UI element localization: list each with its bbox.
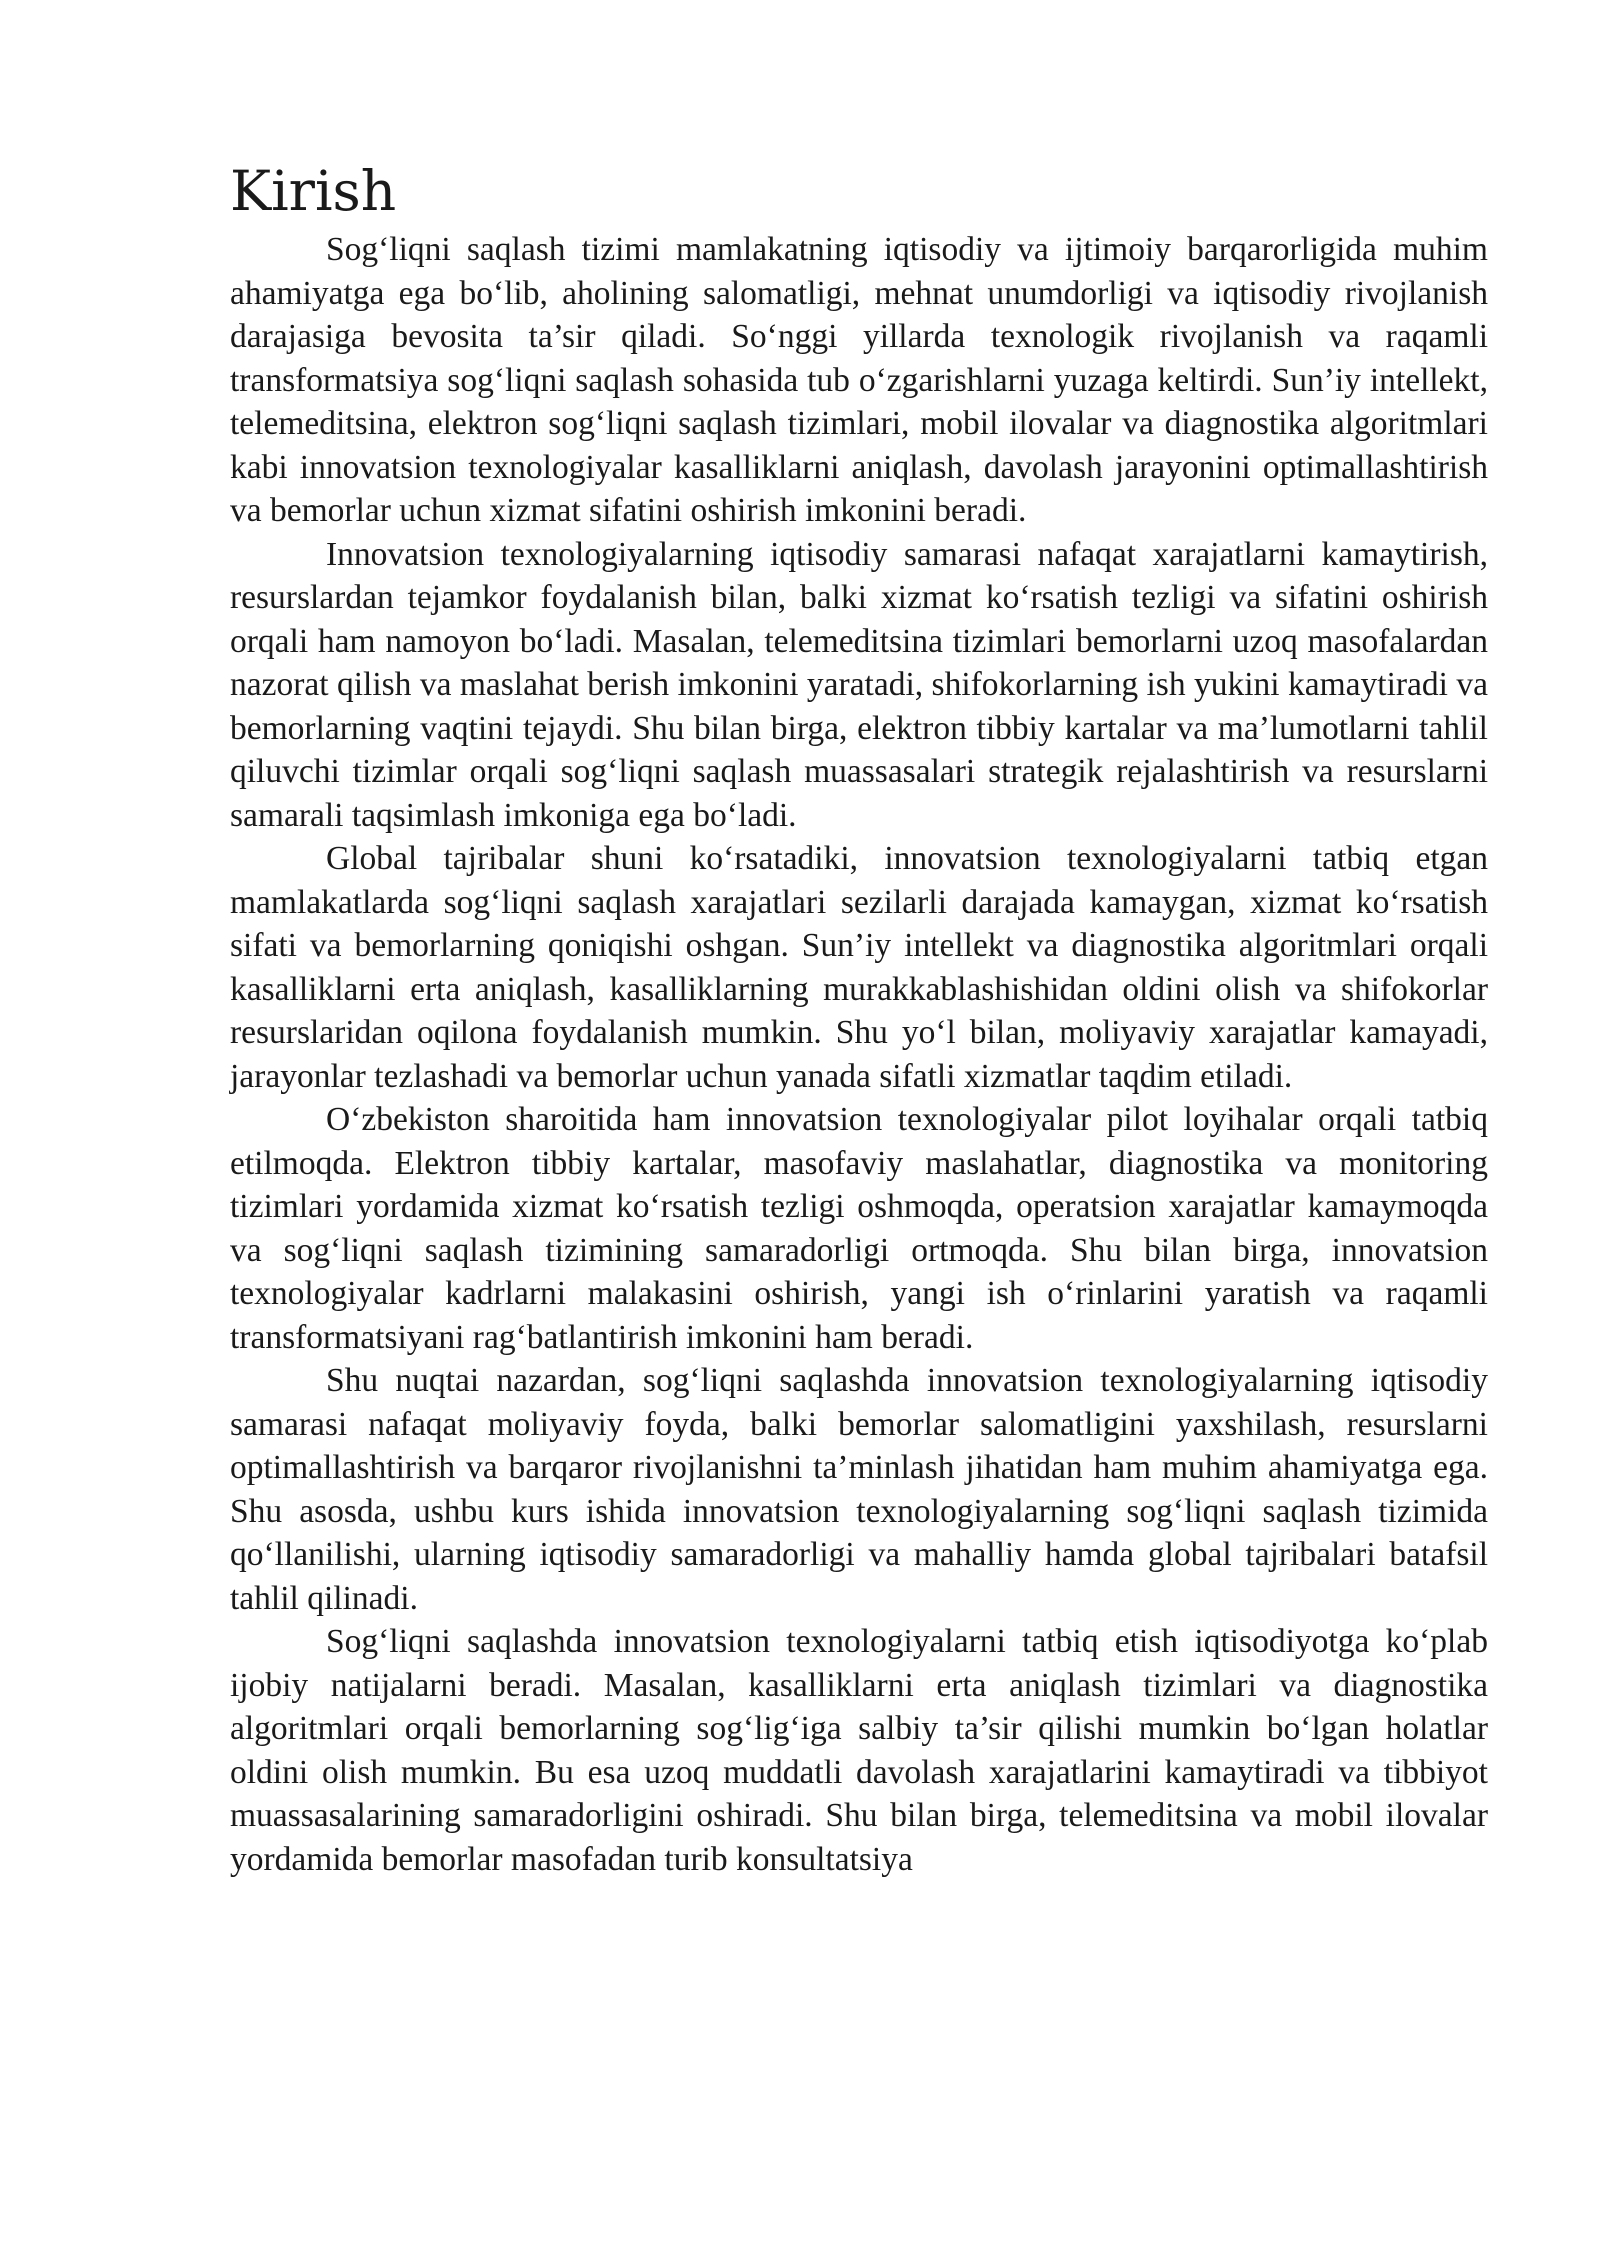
paragraph-5: Shu nuqtai nazardan, sog‘liqni saqlashda innovatsion texnologiyalarning iqtisodiy samarasi nafaqat moliyaviy foyda, balki bemorlar salomatligini yaxshilash, resurslarni optimallashtirish va barqaror rivojlanishni ta’minlash jihatidan ham muhim ahamiyatga ega. Shu asosda, ushbu kurs ishida innovatsion texnologiyalarning sog‘liqni saqlash tizimida qo‘llanilishi, ularning iqtisodiy samaradorligi va mahalliy hamda global tajribalari batafsil tahlil qilinadi.	[230, 1362, 1488, 1617]
section-heading: Kirish	[230, 159, 397, 223]
paragraph-6: Sog‘liqni saqlashda innovatsion texnologiyalarni tatbiq etish iqtisodiyotga ko‘plab ijobiy natijalarni beradi. Masalan, kasalliklarni erta aniqlash tizimlari va diagnostika algoritmlari orqali bemorlarning sog‘lig‘iga salbiy ta’sir qilishi mumkin bo‘lgan holatlar oldini olish mumkin. Bu esa uzoq muddatli davolash xarajatlarini kamaytiradi va tibbiyot muassasalarining samaradorligini oshiradi. Shu bilan birga, telemeditsina va mobil ilovalar yordamida bemorlar masofadan turib konsultatsiya	[230, 1623, 1488, 1878]
paragraph-3: Global tajribalar shuni ko‘rsatadiki, innovatsion texnologiyalarni tatbiq etgan mamlakatlarda sog‘liqni saqlash xarajatlari sezilarli darajada kamaygan, xizmat ko‘rsatish sifati va bemorlarning qoniqishi oshgan. Sun’iy intellekt va diagnostika algoritmlari orqali kasalliklarni erta aniqlash, kasalliklarning murakkablashishidan oldini olish va shifokorlar resurslaridan oqilona foydalanish mumkin. Shu yo‘l bilan, moliyaviy xarajatlar kamayadi, jarayonlar tezlashadi va bemorlar uchun yanada sifatli xizmatlar taqdim etiladi.	[230, 840, 1488, 1095]
paragraph-2: Innovatsion texnologiyalarning iqtisodiy samarasi nafaqat xarajatlarni kamaytirish, resurslardan tejamkor foydalanish bilan, balki xizmat ko‘rsatish tezligi va sifatini oshirish orqali ham namoyon bo‘ladi. Masalan, telemeditsina tizimlari bemorlarni uzoq masofalardan nazorat qilish va maslahat berish imkonini yaratadi, shifokorlarning ish yukini kamaytiradi va bemorlarning vaqtini tejaydi. Shu bilan birga, elektron tibbiy kartalar va ma’lumotlarni tahlil qiluvchi tizimlar orqali sog‘liqni saqlash muassasalari strategik rejalashtirish va resurslarni samarali taqsimlash imkoniga ega bo‘ladi.	[230, 535, 1488, 834]
page-content	[230, 158, 1488, 1881]
paragraph-1: Sog‘liqni saqlash tizimi mamlakatning iqtisodiy va ijtimoiy barqarorligida muhim ahamiyatga ega bo‘lib, aholining salomatligi, mehnat unumdorligi va iqtisodiy rivojlanish darajasiga bevosita ta’sir qiladi. So‘nggi yillarda texnologik rivojlanish va raqamli transformatsiya sog‘liqni saqlash sohasida tub o‘zgarishlarni yuzaga keltirdi. Sun’iy intellekt, telemeditsina, elektron sog‘liqni saqlash tizimlari, mobil ilovalar va diagnostika algoritmlari kabi innovatsion texnologiyalar kasalliklarni aniqlash, davolash jarayonini optimallashtirish va bemorlar uchun xizmat sifatini oshirish imkonini beradi.	[230, 231, 1488, 529]
paragraph-4: O‘zbekiston sharoitida ham innovatsion texnologiyalar pilot loyihalar orqali tatbiq etilmoqda. Elektron tibbiy kartalar, masofaviy maslahatlar, diagnostika va monitoring tizimlari yordamida xizmat ko‘rsatish tezligi oshmoqda, operatsion xarajatlar kamaymoqda va sog‘liqni saqlash tizimining samaradorligi ortmoqda. Shu bilan birga, innovatsion texnologiyalar kadrlarni malakasini oshirish, yangi ish o‘rinlarini yaratish va raqamli transformatsiyani rag‘batlantirish imkonini ham beradi.	[230, 1101, 1488, 1356]
